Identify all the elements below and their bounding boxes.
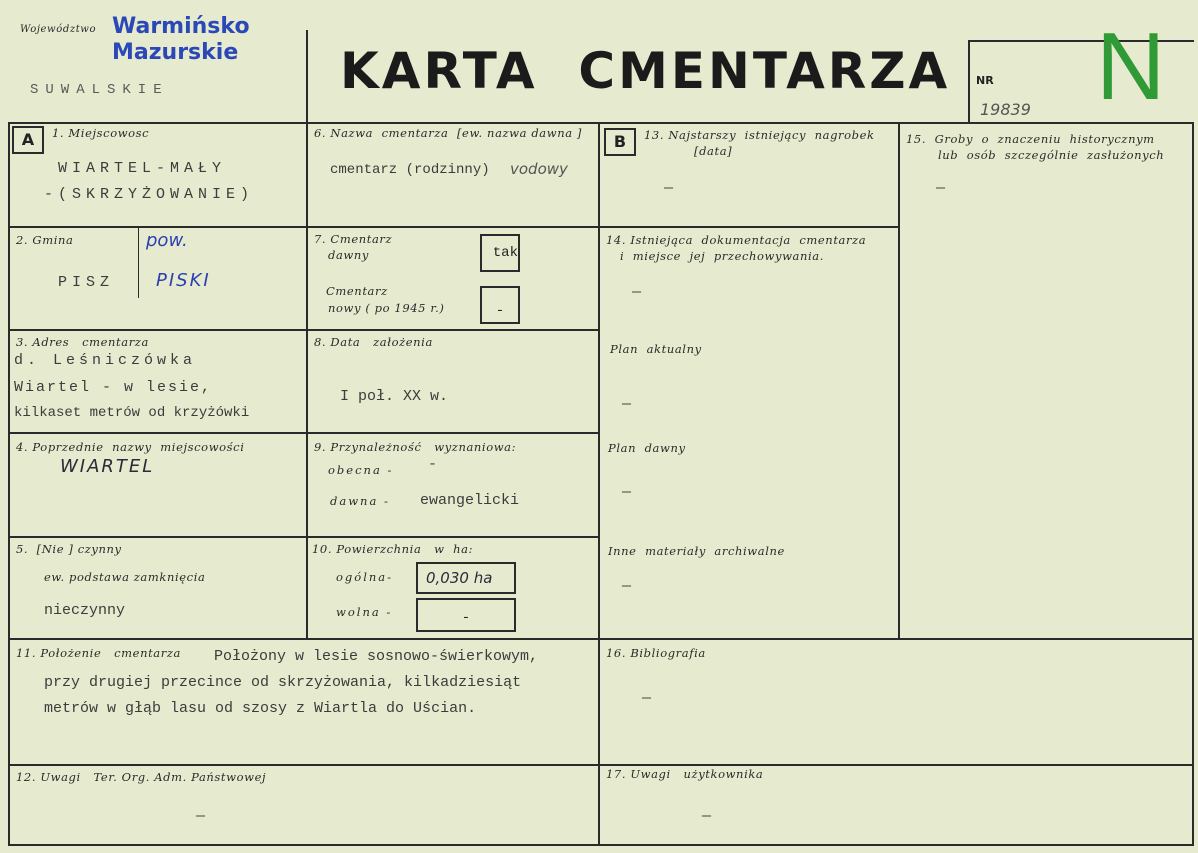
field-16-label: 16. Bibliografia	[606, 646, 706, 660]
field-15-label-2: lub osób szczególnie zasłużonych	[938, 148, 1165, 162]
field-14-label-2: i miejsce jej przechowywania.	[620, 249, 824, 263]
field-11-label: 11. Położenie cmentarza	[16, 646, 181, 660]
plan-current-value: —	[622, 396, 632, 413]
field-10-label: 10. Powierzchnia w ha:	[312, 542, 474, 556]
field-17-label: 17. Uwagi użytkownika	[606, 767, 764, 781]
divider	[598, 122, 600, 846]
field-9-former-value: ewangelicki	[420, 492, 520, 509]
field-7-label-1: 7. Cmentarz	[314, 232, 393, 246]
field-10-free-field[interactable]	[416, 598, 516, 632]
divider	[1192, 122, 1194, 846]
other-archives-label: Inne materiały archiwalne	[608, 544, 785, 558]
field-6-value: cmentarz (rodzinny)	[330, 162, 490, 178]
category-mark: N	[1096, 13, 1166, 120]
plan-former-value: —	[622, 484, 632, 501]
field-9-former-label: dawna -	[330, 494, 390, 508]
divider	[8, 764, 1192, 766]
field-15-label-1: 15. Groby o znaczeniu historycznym	[906, 132, 1155, 146]
field-3-line-1: d. Leśniczówka	[14, 352, 197, 369]
field-2-pow-label: pow.	[146, 230, 188, 251]
field-12-value: —	[196, 808, 206, 825]
plan-current-label: Plan aktualny	[610, 342, 702, 356]
field-11-line-3: metrów w głąb lasu od szosy z Wiartla do Uścian.	[44, 700, 477, 717]
field-5-sublabel: ew. podstawa zamknięcia	[44, 570, 206, 584]
field-12-label: 12. Uwagi Ter. Org. Adm. Państwowej	[16, 770, 267, 784]
divider	[8, 226, 598, 228]
other-archives-value: —	[622, 578, 632, 595]
divider	[306, 122, 1192, 124]
voivodeship-stamp	[112, 14, 250, 66]
nr-label: NR	[976, 74, 994, 87]
field-3-line-3: kilkaset metrów od krzyżówki	[14, 405, 250, 421]
divider	[8, 432, 598, 434]
field-13-label-1: 13. Najstarszy istniejący nagrobek	[644, 128, 875, 142]
field-4-label: 4. Poprzednie nazwy miejscowości	[16, 440, 245, 454]
plan-former-label: Plan dawny	[608, 441, 686, 455]
divider	[8, 122, 306, 124]
field-2-value: PISZ	[58, 274, 115, 291]
field-3-line-2: Wiartel - w lesie,	[14, 379, 213, 396]
field-7-new-value: -	[495, 303, 505, 319]
field-1-label: 1. Miejscowosc	[52, 126, 150, 140]
field-10-total-value: 0,030 ha	[426, 569, 493, 587]
section-a-badge	[12, 126, 44, 154]
field-7-label-4: nowy ( po 1945 r.)	[328, 301, 445, 315]
field-16-value: —	[642, 690, 652, 707]
field-1-line-2: -(SKRZYŻOWANIE)	[44, 186, 255, 203]
field-11-line-2: przy drugiej przecince od skrzyżowania, kilkadziesiąt	[44, 674, 522, 691]
divider	[8, 122, 10, 846]
field-1-line-1: WIARTEL-MAŁY	[58, 160, 227, 177]
field-6-label: 6. Nazwa cmentarza [ew. nazwa dawna ]	[314, 126, 582, 140]
section-b-letter: B	[613, 132, 627, 151]
field-9-label: 9. Przynależność wyznaniowa:	[314, 440, 517, 454]
divider	[8, 536, 598, 538]
field-14-label-1: 14. Istniejąca dokumentacja cmentarza	[606, 233, 867, 247]
field-10-total-field[interactable]	[416, 562, 516, 594]
field-2-pow-value: PISKI	[156, 270, 211, 291]
field-14-value: —	[632, 284, 642, 301]
field-15-value: —	[936, 180, 946, 197]
divider	[598, 226, 900, 228]
field-11-line-1: Położony w lesie sosnowo-świerkowym,	[214, 648, 539, 665]
stamp-line-2: Mazurskie	[112, 40, 239, 65]
field-13-label-2: [data]	[694, 144, 733, 158]
field-13-value: —	[664, 180, 674, 197]
card-title: KARTA CMENTARZA	[340, 42, 951, 100]
old-voivodeship: SUWALSKIE	[30, 82, 169, 98]
field-3-label: 3. Adres cmentarza	[16, 335, 149, 349]
divider	[8, 638, 1192, 640]
field-7-old-value: tak	[492, 245, 518, 261]
divider	[968, 40, 970, 124]
field-17-value: —	[702, 808, 712, 825]
field-10-free-label: wolna -	[336, 605, 393, 619]
field-8-value: I poł. XX w.	[340, 388, 449, 405]
field-9-current-label: obecna -	[328, 463, 394, 477]
field-7-old-checkbox[interactable]	[480, 234, 520, 272]
field-9-current-value: -	[428, 456, 438, 473]
divider	[138, 226, 139, 298]
field-10-free-value: -	[461, 610, 471, 626]
field-5-label: 5. [Nie ] czynny	[16, 542, 122, 556]
field-5-value: nieczynny	[44, 602, 126, 619]
stamp-line-1: Warmińsko	[112, 14, 250, 39]
voivodeship-label: Województwo	[20, 24, 97, 35]
field-10-total-label: ogólna-	[336, 570, 394, 584]
divider	[898, 122, 900, 640]
divider	[8, 844, 1194, 846]
record-number: 19839	[980, 100, 1031, 119]
field-6-handwritten: vodowy	[510, 160, 568, 178]
field-8-label: 8. Data założenia	[314, 335, 433, 349]
field-7-label-3: Cmentarz	[326, 284, 388, 298]
field-4-value: WIARTEL	[60, 456, 155, 477]
field-7-label-2: dawny	[328, 248, 369, 262]
field-2-label: 2. Gmina	[16, 233, 74, 247]
section-a-letter: A	[21, 130, 35, 149]
field-7-new-checkbox[interactable]	[480, 286, 520, 324]
section-b-badge	[604, 128, 636, 156]
